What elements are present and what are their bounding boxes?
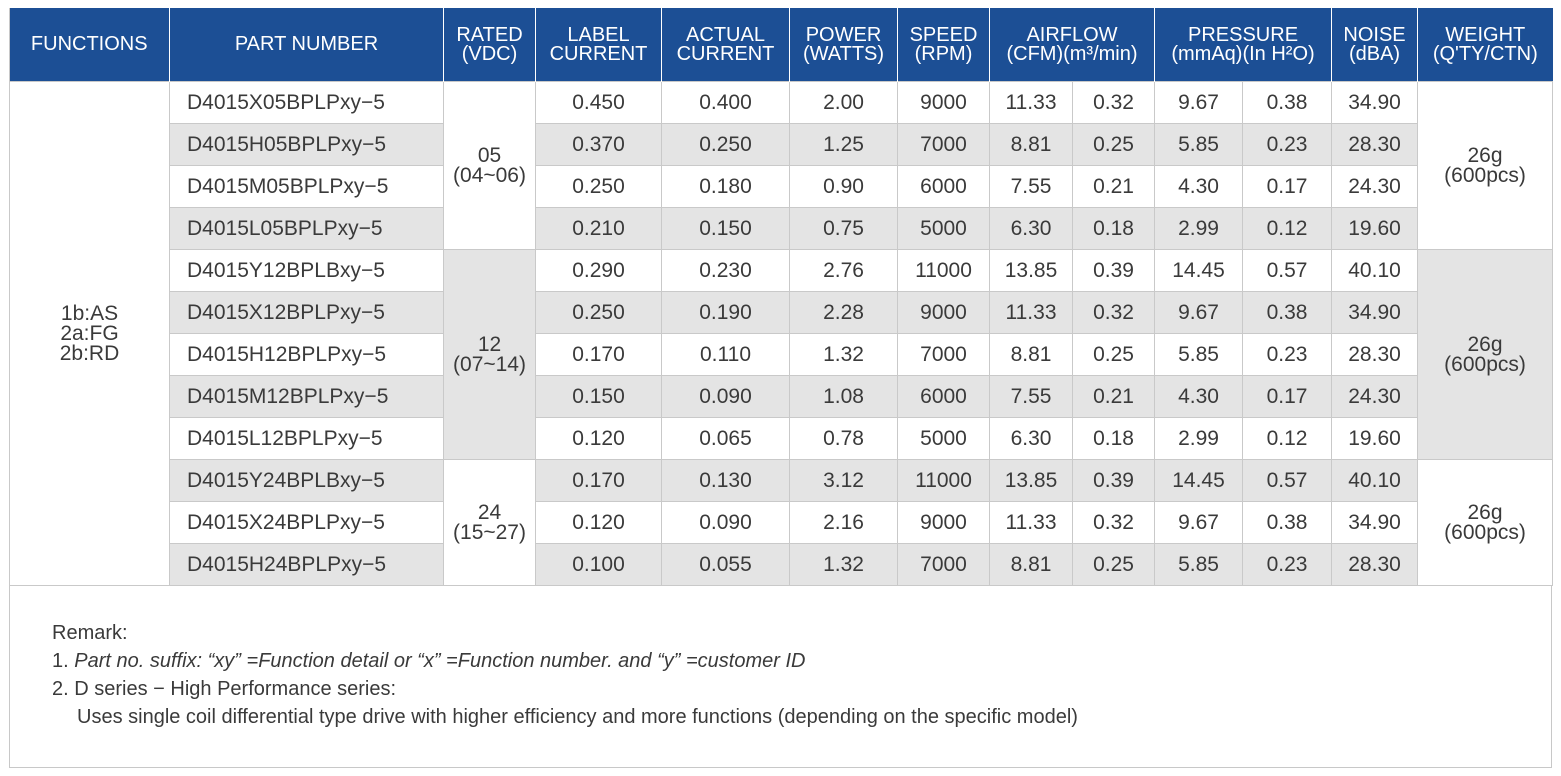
pressure-inh2o-cell: 0.23 [1243, 334, 1332, 376]
table-row [10, 208, 1553, 250]
noise-cell: 34.90 [1332, 502, 1418, 544]
header-power: POWER (WATTS) [790, 8, 898, 82]
label-current-cell: 0.290 [536, 250, 662, 292]
power-cell: 0.78 [790, 418, 898, 460]
table-row [10, 502, 1553, 544]
actual-current-cell: 0.400 [662, 82, 790, 124]
table-row [10, 544, 1553, 586]
airflow-cfm-cell: 6.30 [990, 418, 1073, 460]
pressure-inh2o-cell: 0.12 [1243, 208, 1332, 250]
speed-cell: 7000 [898, 124, 990, 166]
airflow-m3min-cell: 0.25 [1073, 124, 1155, 166]
airflow-cfm-cell: 13.85 [990, 460, 1073, 502]
label-current-cell: 0.150 [536, 376, 662, 418]
actual-current-cell: 0.130 [662, 460, 790, 502]
noise-cell: 24.30 [1332, 376, 1418, 418]
speed-cell: 6000 [898, 376, 990, 418]
power-cell: 0.75 [790, 208, 898, 250]
actual-current-cell: 0.090 [662, 502, 790, 544]
label-current-cell: 0.250 [536, 166, 662, 208]
weight-value: 26g [1467, 500, 1503, 524]
rated-voltage-value: 24 [477, 500, 502, 524]
table-row [10, 292, 1553, 334]
noise-cell: 28.30 [1332, 544, 1418, 586]
label-current-cell: 0.210 [536, 208, 662, 250]
label-current-cell: 0.250 [536, 292, 662, 334]
noise-cell: 28.30 [1332, 334, 1418, 376]
power-cell: 1.25 [790, 124, 898, 166]
power-cell: 2.16 [790, 502, 898, 544]
airflow-m3min-cell: 0.39 [1073, 250, 1155, 292]
label-current-cell: 0.120 [536, 502, 662, 544]
pressure-mmaq-cell: 5.85 [1155, 334, 1243, 376]
header-pressure: PRESSURE (mmAq)(In H²O) [1155, 8, 1332, 82]
function-code: 2a:FG [60, 321, 119, 345]
table-header [10, 8, 1553, 82]
pressure-inh2o-cell: 0.57 [1243, 460, 1332, 502]
noise-cell: 19.60 [1332, 208, 1418, 250]
airflow-m3min-cell: 0.25 [1073, 334, 1155, 376]
power-cell: 3.12 [790, 460, 898, 502]
airflow-cfm-cell: 11.33 [990, 82, 1073, 124]
rated-voltage-range: (04~06) [453, 163, 526, 187]
airflow-cfm-cell: 13.85 [990, 250, 1073, 292]
header-noise: NOISE (dBA) [1332, 8, 1418, 82]
table-row [10, 334, 1553, 376]
header-rated: RATED (VDC) [444, 8, 536, 82]
pressure-inh2o-cell: 0.17 [1243, 166, 1332, 208]
weight-cell [1418, 250, 1553, 460]
part-number-cell: D4015L05BPLPxy−5 [170, 208, 444, 250]
pressure-mmaq-cell: 2.99 [1155, 418, 1243, 460]
speed-cell: 11000 [898, 460, 990, 502]
label-current-cell: 0.120 [536, 418, 662, 460]
power-cell: 2.00 [790, 82, 898, 124]
pressure-mmaq-cell: 4.30 [1155, 166, 1243, 208]
airflow-cfm-cell: 7.55 [990, 376, 1073, 418]
noise-cell: 28.30 [1332, 124, 1418, 166]
remark-line-3: Uses single coil differential type drive with higher efficiency and more functions (depending on the specific model) [77, 706, 1078, 728]
remark-line-2: 2. D series − High Performance series: [52, 678, 397, 700]
airflow-m3min-cell: 0.32 [1073, 82, 1155, 124]
rated-voltage-cell [444, 82, 536, 250]
speed-cell: 9000 [898, 82, 990, 124]
airflow-m3min-cell: 0.21 [1073, 166, 1155, 208]
actual-current-cell: 0.090 [662, 376, 790, 418]
rated-voltage-value: 12 [477, 332, 502, 356]
pressure-mmaq-cell: 14.45 [1155, 460, 1243, 502]
part-number-cell: D4015Y12BPLBxy−5 [170, 250, 444, 292]
part-number-cell: D4015L12BPLPxy−5 [170, 418, 444, 460]
noise-cell: 40.10 [1332, 460, 1418, 502]
header-speed: SPEED (RPM) [898, 8, 990, 82]
actual-current-cell: 0.250 [662, 124, 790, 166]
noise-cell: 34.90 [1332, 292, 1418, 334]
pressure-inh2o-cell: 0.38 [1243, 82, 1332, 124]
part-number-cell: D4015H05BPLPxy−5 [170, 124, 444, 166]
power-cell: 0.90 [790, 166, 898, 208]
function-code: 1b:AS [60, 301, 119, 325]
table-body [10, 82, 1553, 586]
airflow-m3min-cell: 0.39 [1073, 460, 1155, 502]
power-cell: 2.76 [790, 250, 898, 292]
airflow-cfm-cell: 8.81 [990, 334, 1073, 376]
airflow-cfm-cell: 6.30 [990, 208, 1073, 250]
airflow-cfm-cell: 11.33 [990, 292, 1073, 334]
remark-title: Remark: [52, 622, 128, 644]
weight-cell [1418, 82, 1553, 250]
rated-voltage-range: (15~27) [453, 520, 526, 544]
pressure-inh2o-cell: 0.38 [1243, 292, 1332, 334]
remark-line-1: 1. Part no. suffix: “xy” =Function detail or “x” =Function number. and “y” =customer ID [52, 650, 806, 672]
airflow-cfm-cell: 7.55 [990, 166, 1073, 208]
pressure-mmaq-cell: 9.67 [1155, 82, 1243, 124]
table-row [10, 460, 1553, 502]
pressure-inh2o-cell: 0.23 [1243, 124, 1332, 166]
power-cell: 2.28 [790, 292, 898, 334]
pressure-mmaq-cell: 14.45 [1155, 250, 1243, 292]
pressure-mmaq-cell: 9.67 [1155, 292, 1243, 334]
actual-current-cell: 0.190 [662, 292, 790, 334]
airflow-m3min-cell: 0.21 [1073, 376, 1155, 418]
noise-cell: 34.90 [1332, 82, 1418, 124]
pressure-inh2o-cell: 0.57 [1243, 250, 1332, 292]
table-row [10, 82, 1553, 124]
pressure-inh2o-cell: 0.23 [1243, 544, 1332, 586]
carton-quantity: (600pcs) [1444, 352, 1526, 376]
speed-cell: 7000 [898, 334, 990, 376]
remark-block [52, 619, 1078, 731]
part-number-cell: D4015H12BPLPxy−5 [170, 334, 444, 376]
rated-voltage-value: 05 [477, 143, 502, 167]
part-number-cell: D4015H24BPLPxy−5 [170, 544, 444, 586]
airflow-m3min-cell: 0.25 [1073, 544, 1155, 586]
speed-cell: 6000 [898, 166, 990, 208]
actual-current-cell: 0.055 [662, 544, 790, 586]
pressure-inh2o-cell: 0.38 [1243, 502, 1332, 544]
airflow-m3min-cell: 0.18 [1073, 208, 1155, 250]
airflow-cfm-cell: 8.81 [990, 544, 1073, 586]
pressure-mmaq-cell: 4.30 [1155, 376, 1243, 418]
actual-current-cell: 0.150 [662, 208, 790, 250]
noise-cell: 24.30 [1332, 166, 1418, 208]
label-current-cell: 0.170 [536, 460, 662, 502]
table-row [10, 250, 1553, 292]
pressure-mmaq-cell: 9.67 [1155, 502, 1243, 544]
noise-cell: 40.10 [1332, 250, 1418, 292]
pressure-mmaq-cell: 5.85 [1155, 124, 1243, 166]
part-number-cell: D4015Y24BPLBxy−5 [170, 460, 444, 502]
label-current-cell: 0.170 [536, 334, 662, 376]
part-number-cell: D4015X12BPLPxy−5 [170, 292, 444, 334]
pressure-mmaq-cell: 2.99 [1155, 208, 1243, 250]
header-label-current: LABEL CURRENT [536, 8, 662, 82]
fan-spec-table [9, 8, 1553, 586]
airflow-m3min-cell: 0.32 [1073, 502, 1155, 544]
power-cell: 1.32 [790, 334, 898, 376]
actual-current-cell: 0.110 [662, 334, 790, 376]
weight-cell [1418, 460, 1553, 586]
speed-cell: 9000 [898, 292, 990, 334]
carton-quantity: (600pcs) [1444, 163, 1526, 187]
rated-voltage-cell [444, 250, 536, 460]
header-airflow: AIRFLOW (CFM)(m³/min) [990, 8, 1155, 82]
airflow-m3min-cell: 0.18 [1073, 418, 1155, 460]
header-functions: FUNCTIONS [10, 8, 170, 82]
part-number-cell: D4015X24BPLPxy−5 [170, 502, 444, 544]
table-row [10, 124, 1553, 166]
part-number-cell: D4015X05BPLPxy−5 [170, 82, 444, 124]
weight-value: 26g [1467, 332, 1503, 356]
table-row [10, 376, 1553, 418]
table-row [10, 418, 1553, 460]
pressure-inh2o-cell: 0.12 [1243, 418, 1332, 460]
power-cell: 1.32 [790, 544, 898, 586]
speed-cell: 11000 [898, 250, 990, 292]
header-weight: WEIGHT (Q'TY/CTN) [1418, 8, 1553, 82]
rated-voltage-cell [444, 460, 536, 586]
functions-cell [10, 82, 170, 586]
speed-cell: 9000 [898, 502, 990, 544]
carton-quantity: (600pcs) [1444, 520, 1526, 544]
speed-cell: 7000 [898, 544, 990, 586]
speed-cell: 5000 [898, 208, 990, 250]
rated-voltage-range: (07~14) [453, 352, 526, 376]
header-actual-current: ACTUAL CURRENT [662, 8, 790, 82]
power-cell: 1.08 [790, 376, 898, 418]
table-row [10, 166, 1553, 208]
part-number-cell: D4015M12BPLPxy−5 [170, 376, 444, 418]
speed-cell: 5000 [898, 418, 990, 460]
weight-value: 26g [1467, 143, 1503, 167]
label-current-cell: 0.450 [536, 82, 662, 124]
actual-current-cell: 0.065 [662, 418, 790, 460]
label-current-cell: 0.370 [536, 124, 662, 166]
airflow-m3min-cell: 0.32 [1073, 292, 1155, 334]
part-number-cell: D4015M05BPLPxy−5 [170, 166, 444, 208]
label-current-cell: 0.100 [536, 544, 662, 586]
airflow-cfm-cell: 8.81 [990, 124, 1073, 166]
noise-cell: 19.60 [1332, 418, 1418, 460]
actual-current-cell: 0.180 [662, 166, 790, 208]
pressure-inh2o-cell: 0.17 [1243, 376, 1332, 418]
airflow-cfm-cell: 11.33 [990, 502, 1073, 544]
header-part-number: PART NUMBER [170, 8, 444, 82]
pressure-mmaq-cell: 5.85 [1155, 544, 1243, 586]
actual-current-cell: 0.230 [662, 250, 790, 292]
function-code: 2b:RD [59, 341, 120, 365]
